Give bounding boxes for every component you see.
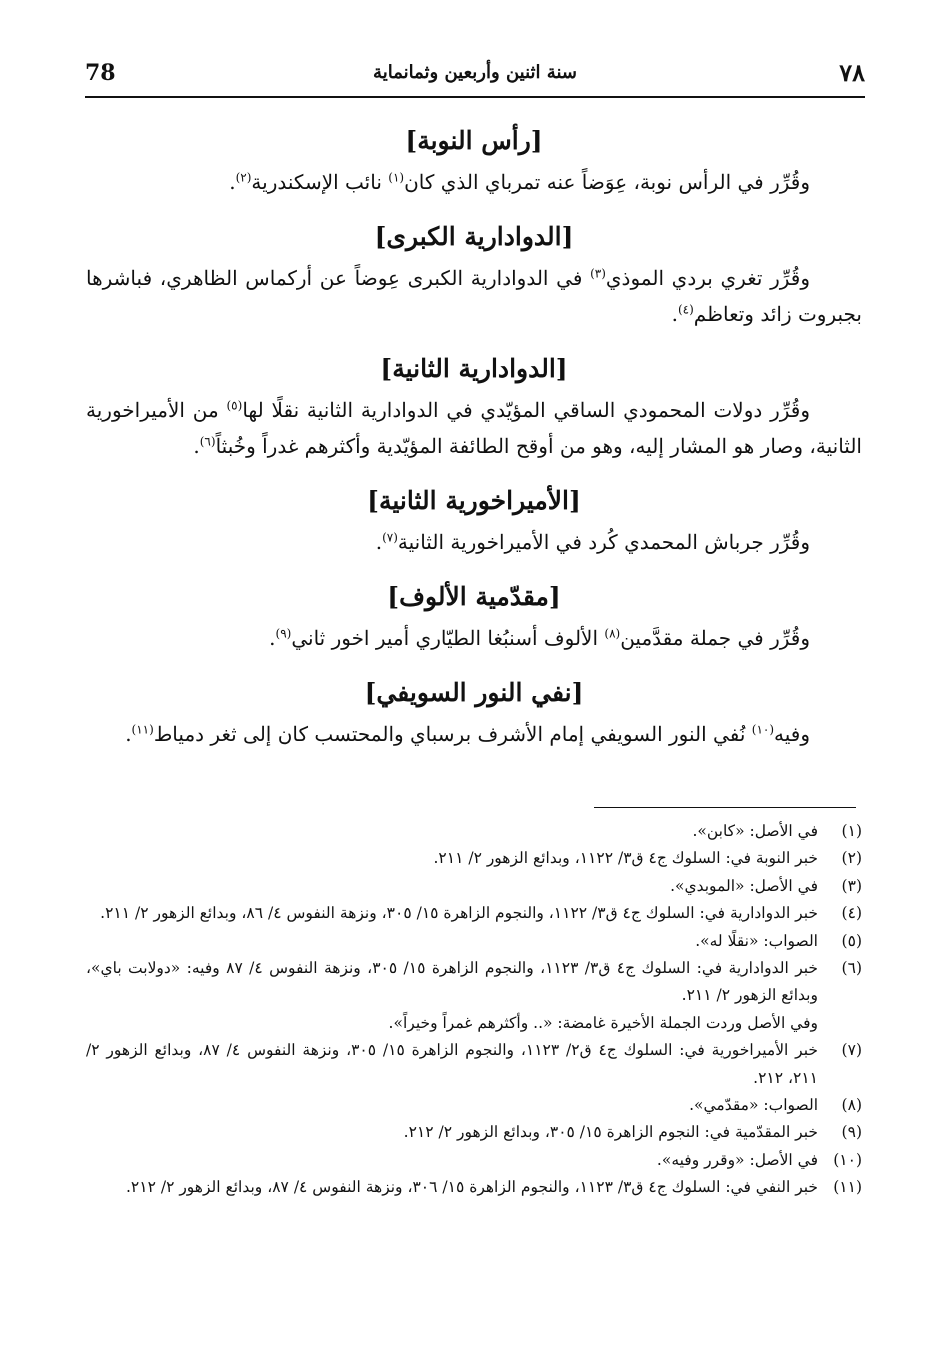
- section-heading: [مقدّمية الألوف]: [387, 582, 561, 611]
- footnote-number: (١١): [833, 1178, 862, 1197]
- section: [86, 670, 862, 752]
- footnote-number: (٢): [841, 849, 862, 868]
- paragraph: [86, 260, 862, 332]
- footnote-number: (٤): [841, 904, 862, 923]
- paragraph-text: .: [269, 626, 276, 650]
- footnote-text: الصواب: «نقلًا له».: [695, 931, 818, 950]
- footnote-marker[interactable]: (١١): [131, 722, 154, 737]
- page-number-arabic: ٧٨: [839, 58, 865, 87]
- footnote-number: (١٠): [833, 1150, 862, 1169]
- footnote: [86, 900, 862, 927]
- paragraph-text: الألوف أسنبُغا الطيّاري أمير اخور ثاني: [291, 626, 605, 650]
- paragraph: [86, 392, 862, 464]
- footnote: [86, 1092, 862, 1119]
- page-header: [85, 60, 865, 98]
- footnote-text: وفي الأصل وردت الجملة الأخيرة غامضة: «.. وأكثرهم غمراً وخيراً».: [388, 1013, 818, 1032]
- paragraph-text: وقُرِّر في الرأس نوبة، عِوَضاً عنه تمرباي الذي كان: [404, 170, 810, 194]
- section: [86, 346, 862, 464]
- footnote-number: (١): [841, 822, 862, 840]
- footnote-text: خبر النوبة في: السلوك ج٤ ق٣/ ١١٢٢، وبدائع الزهور ٢/ ٢١١.: [433, 849, 818, 868]
- section-gap: [86, 560, 862, 574]
- footnote-text: في الأصل: «وقرر وفيه».: [656, 1150, 818, 1169]
- section-heading: [الدوادارية الكبرى]: [374, 222, 574, 251]
- section-heading: [نفي النور السويفي]: [364, 678, 584, 707]
- section: [86, 118, 862, 200]
- footnote-text: خبر النفي في: السلوك ج٤ ق٣/ ١١٢٣، والنجوم الزاهرة ١٥/ ٣٠٦، ونزهة النفوس ٤/ ٨٧، وبدائع الزهور ٢/ ٢١٢.: [125, 1178, 818, 1197]
- footnote-number: (٨): [841, 1096, 862, 1115]
- footnote: [86, 1119, 862, 1146]
- footnote-number: (٥): [841, 931, 862, 950]
- running-title: سنة اثنين وأربعين وثمانماية: [373, 62, 577, 83]
- section-gap: [86, 200, 862, 214]
- footnote-text: الصواب: «مقدّمي».: [689, 1096, 818, 1115]
- footnote-number: (٦): [841, 959, 862, 978]
- section-gap: [86, 332, 862, 346]
- section: [86, 478, 862, 560]
- paragraph-text: .: [229, 170, 236, 194]
- footnote-text: خبر المقدّمية في: النجوم الزاهرة ١٥/ ٣٠٥، وبدائع الزهور ٢/ ٢١٢.: [403, 1123, 818, 1142]
- section: [86, 214, 862, 332]
- paragraph-text: .: [193, 434, 200, 458]
- footnote-marker[interactable]: (٩): [275, 626, 292, 641]
- section-heading: [الدوادارية الثانية]: [380, 354, 568, 383]
- footnote-marker[interactable]: (٦): [199, 434, 216, 449]
- section-gap: [86, 656, 862, 670]
- footnote-number: (٧): [841, 1041, 862, 1060]
- paragraph-text: .: [375, 530, 383, 554]
- footnote-marker[interactable]: (٥): [226, 398, 243, 413]
- paragraph-text: وقُرِّر دولات المحمودي الساقي المؤيّدي في الدوادارية الثانية نقلًا لها: [242, 398, 810, 422]
- paragraph: [86, 620, 862, 656]
- footnote-text: خبر الدوادارية في: السلوك ج٤ ق٣/ ١١٢٢، والنجوم الزاهرة ١٥/ ٣٠٥، ونزهة النفوس ٤/ ٨٦، وبدائع الزهور ٢/ ٢١١.: [100, 904, 818, 923]
- paragraph-text: وقُرِّر جرباش المحمدي كُرد في الأميراخورية الثانية: [397, 530, 810, 554]
- footnote-text: خبر الأميراخورية في: السلوك ج٤ ق٢/ ١١٢٣، والنجوم الزاهرة ١٥/ ٣٠٥، ونزهة النفوس ٤/ ٨٧، وبدائع الزهور ٢/ ٢١١، ٢١٢.: [86, 1041, 818, 1087]
- paragraph-text: .: [125, 722, 132, 746]
- footnote-marker[interactable]: (٧): [382, 530, 398, 545]
- footnote: [86, 928, 862, 955]
- footnote-marker[interactable]: (٤): [677, 302, 694, 317]
- page-number-latin: 78: [85, 60, 116, 86]
- section-heading: [رأس النوبة]: [405, 126, 543, 155]
- footnotes-list: [86, 818, 862, 1202]
- footnote: [86, 955, 862, 1037]
- footnote-marker[interactable]: (١٠): [751, 722, 775, 737]
- footnote-number: (٣): [841, 876, 862, 895]
- footnote-text: خبر الدوادارية في: السلوك ج٤ ق٣/ ١١٢٣، والنجوم الزاهرة ١٥/ ٣٠٥، ونزهة النفوس ٤/ ٨٧ وفيه: «دولابت باي»، وبدائع الزهور ٢/ ٢١١.: [86, 959, 819, 1005]
- footnote-number: (٩): [841, 1123, 862, 1142]
- section-heading: [الأميراخورية الثانية]: [367, 486, 581, 515]
- paragraph: [86, 524, 862, 560]
- paragraph-text: في الدوادارية الكبرى عِوضاً عن أركماس الظاهري، فباشرها بجبروت زائد وتعاظم: [86, 266, 862, 326]
- paragraph-text: وفيه: [774, 722, 810, 746]
- section: [86, 574, 862, 656]
- footnote: [86, 1174, 862, 1201]
- footnote-marker[interactable]: (١): [388, 170, 405, 185]
- footnote-marker[interactable]: (٨): [604, 626, 621, 641]
- footnote-marker[interactable]: (٢): [235, 170, 252, 185]
- paragraph-text: .: [671, 302, 678, 326]
- paragraph-text: نائب الإسكندرية: [251, 170, 389, 194]
- footnote: [86, 1037, 862, 1092]
- footnote-separator: [594, 807, 856, 808]
- paragraph: [86, 164, 862, 200]
- main-text: [86, 118, 862, 752]
- paragraph-text: وقُرِّر تغري بردي الموذي: [605, 266, 811, 290]
- section-gap: [86, 464, 862, 478]
- paragraph: [86, 716, 862, 752]
- footnote: [86, 873, 862, 900]
- paragraph-text: من الأميراخورية الثانية، وصار هو المشار إليه، وهو من أوقح الطائفة المؤيّدية وأكثرهم غدراً وخُبثاً: [86, 398, 862, 458]
- footnote: [86, 845, 862, 872]
- paragraph-text: نُفي النور السويفي إمام الأشرف برسباي والمحتسب كان إلى ثغر دمياط: [153, 722, 752, 746]
- footnote-text: في الأصل: «الموبدي».: [670, 876, 818, 895]
- footnote-marker[interactable]: (٣): [590, 266, 606, 281]
- footnote: [86, 1147, 862, 1174]
- paragraph-text: وقُرِّر في جملة مقدَّمين: [620, 626, 810, 650]
- footnote-text: في الأصل: «كابن».: [692, 822, 818, 840]
- footnote: [86, 818, 862, 845]
